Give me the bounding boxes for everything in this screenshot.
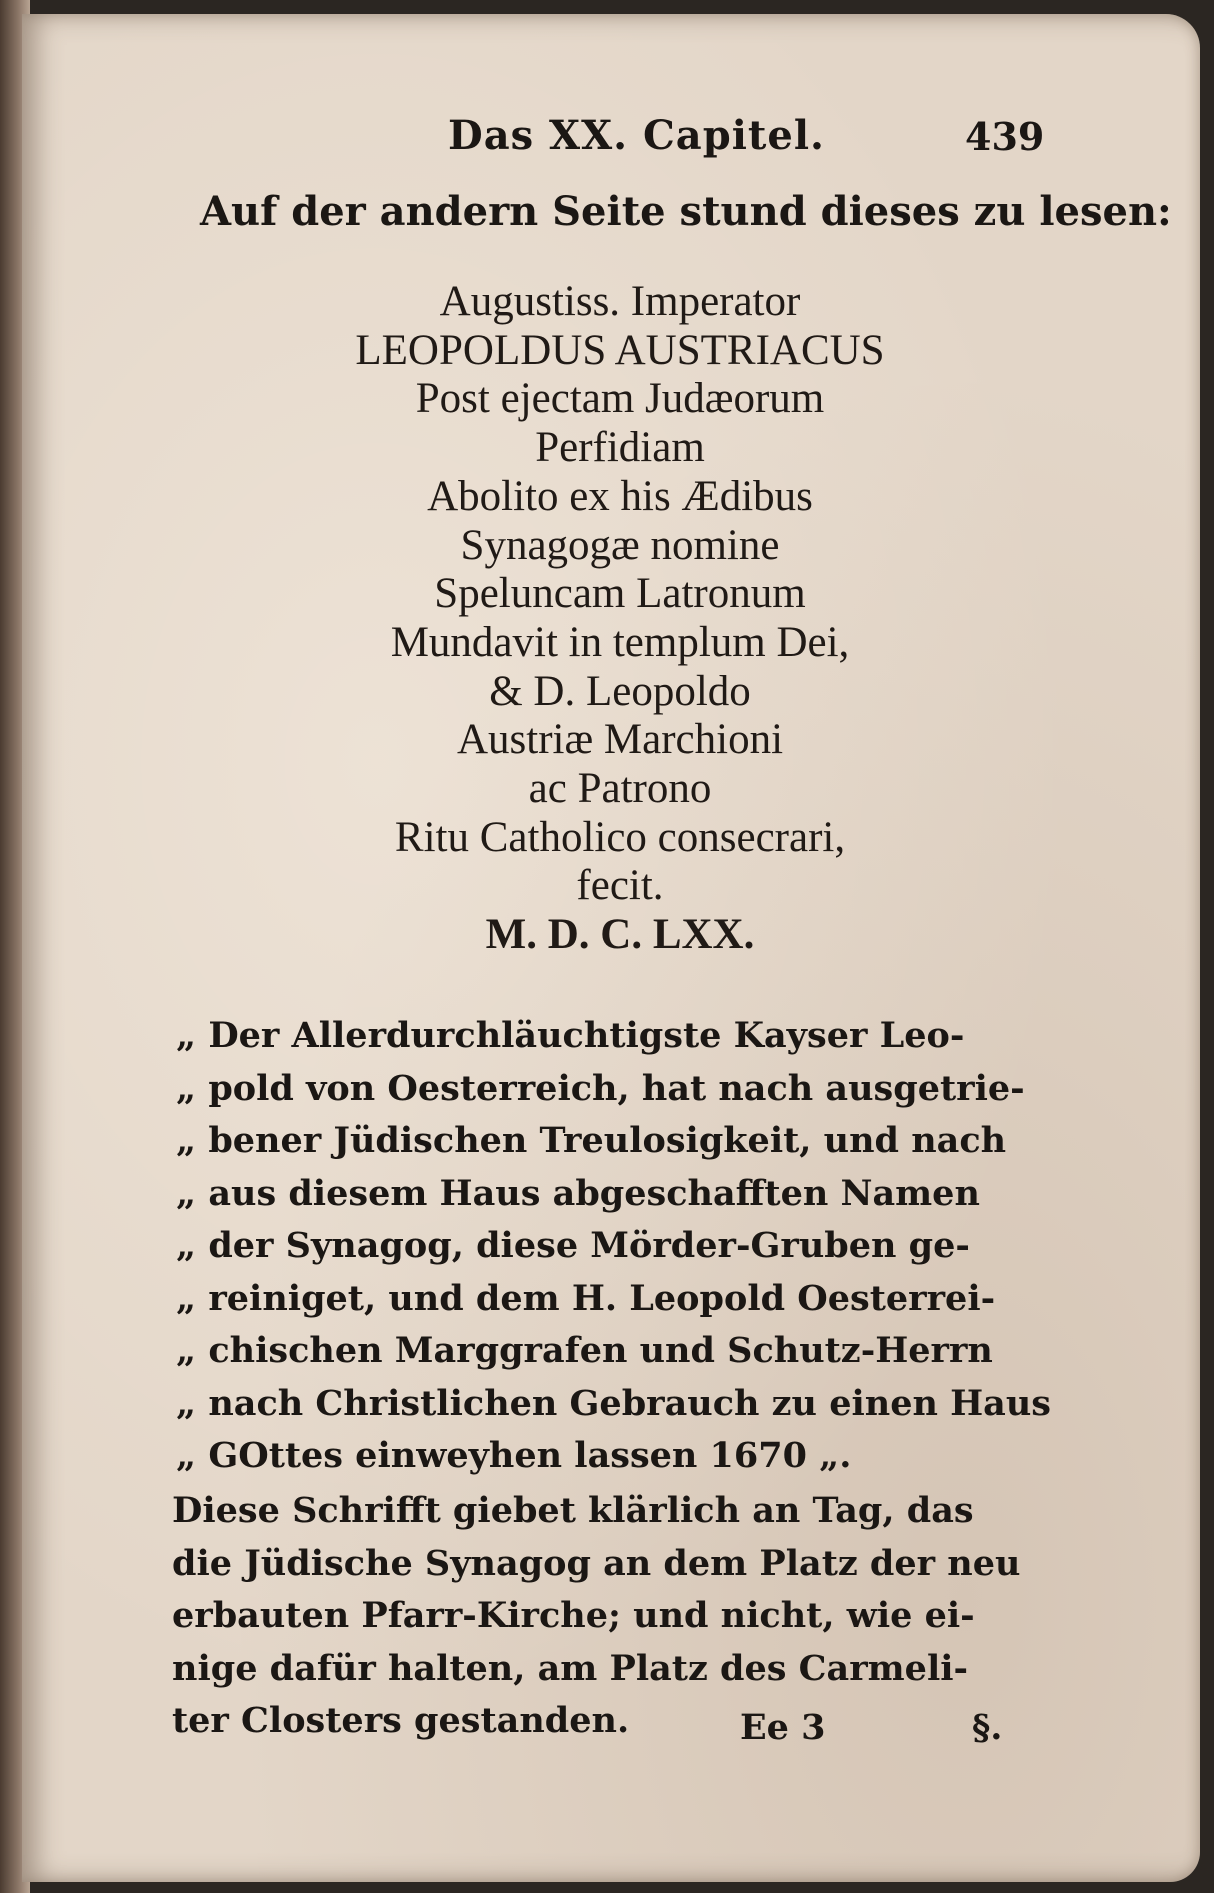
commentary-line: Diese Schrifft giebet klärlich an Tag, das [172,1490,974,1531]
inscription-line: LEOPOLDUS AUSTRIACUS [355,326,885,374]
signature-mark: Ee 3 [740,1707,826,1748]
translation-line: „ bener Jüdischen Treulosigkeit, und nach [176,1120,1007,1161]
inscription-line: Augustiss. Imperator [439,278,801,325]
commentary-line: die Jüdische Synagog an dem Platz der neu [172,1542,1021,1584]
translation-line: „ chischen Marggrafen und Schutz-Herrn [176,1330,993,1371]
german-translation [176,1010,1076,1483]
inscription-line: & D. Leopoldo [489,667,751,715]
commentary-line: ter Closters gestanden. [172,1700,630,1741]
catchword: §. [972,1707,1003,1748]
inscription-line: fecit. [576,862,664,910]
latin-inscription [200,278,1040,960]
inscription-line: Abolito ex his Ædibus [427,472,813,520]
commentary-line: erbauten Pfarr-Kirche; und nicht, wie ei- [172,1595,975,1636]
page-number: 439 [965,114,1045,159]
inscription-line: Speluncam Latronum [434,570,806,618]
inscription-date: M. D. C. LXX. [485,911,755,959]
inscription-line: Ritu Catholico consecrari, [394,813,846,861]
translation-line: „ reiniget, und dem H. Leopold Oesterrei- [176,1277,996,1319]
page-header [200,112,1045,172]
translation-line: „ nach Christlichen Gebrauch zu einen Haus [176,1382,1051,1424]
translation-line: „ der Synagog, diese Mörder-Gruben ge- [176,1225,970,1266]
inscription-line: Perfidiam [535,424,705,472]
translation-line: „ GOttes einweyhen lassen 1670 „. [176,1435,852,1476]
commentary-line: nige dafür halten, am Platz des Carmeli- [172,1647,969,1689]
inscription-line: Post ejectam Judæorum [415,375,825,423]
page-footer [740,1707,1060,1759]
translation-line: „ pold von Oesterreich, hat nach ausgetrie- [176,1067,1025,1109]
chapter-heading: Das XX. Capitel. [448,112,825,159]
inscription-line: Mundavit in templum Dei, [390,618,850,666]
translation-line: „ aus diesem Haus abgeschafften Namen [176,1172,980,1214]
inscription-line: Austriæ Marchioni [456,716,784,764]
intro-line: Auf der andern Seite stund dieses zu lesen: [200,188,1172,235]
inscription-line: ac Patrono [528,765,712,813]
inscription-line: Synagogæ nomine [460,521,780,569]
translation-line: „ Der Allerdurchläuchtigste Kayser Leo- [176,1015,965,1056]
